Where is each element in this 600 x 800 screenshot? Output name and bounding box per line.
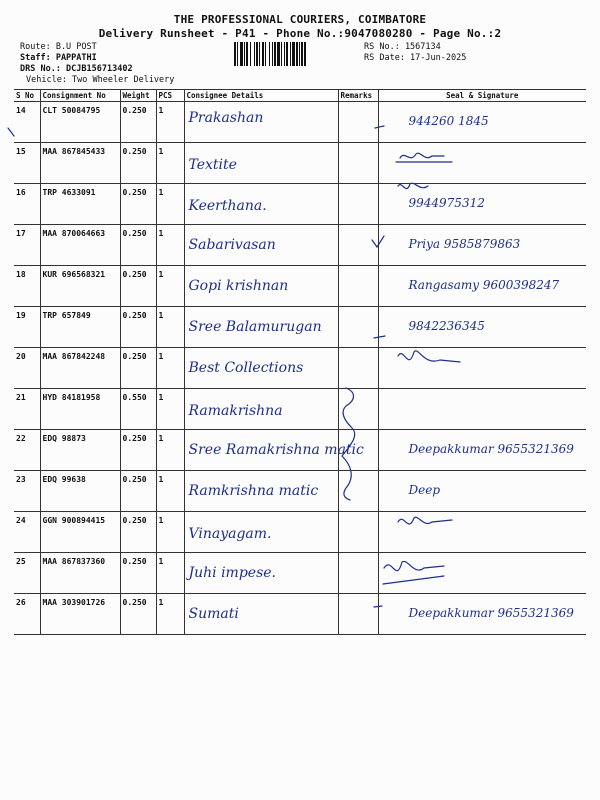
row-pcs-cell: 1 xyxy=(156,594,184,635)
row-weight-cell: 0.250 xyxy=(120,102,156,143)
row-sno-cell: 16 xyxy=(14,184,40,225)
row-sno-cell: 17 xyxy=(14,225,40,266)
rs-number: RS No.: 1567134 xyxy=(364,42,441,52)
consignee-handwriting: Sumati xyxy=(188,606,239,622)
row-sno-cell: 14 xyxy=(14,102,40,143)
col-seal: Seal & Signature xyxy=(378,90,586,102)
consignee-handwriting: Gopi krishnan xyxy=(188,278,289,294)
signature-handwriting: Deepakkumar 9655321369 xyxy=(408,606,574,620)
signature-handwriting: 9944975312 xyxy=(408,196,485,210)
consignee-handwriting: Vinayagam. xyxy=(188,526,272,542)
consignee-handwriting: Juhi impese. xyxy=(188,565,276,581)
row-pcs-cell: 1 xyxy=(156,471,184,512)
row-pcs-cell: 1 xyxy=(156,184,184,225)
consignment-number-cell: MAA 867842248 xyxy=(40,348,120,389)
consignee-handwriting: Textite xyxy=(188,157,237,173)
row-sno-cell: 20 xyxy=(14,348,40,389)
row-weight-cell: 0.250 xyxy=(120,225,156,266)
consignment-number-cell: MAA 303901726 xyxy=(40,594,120,635)
row-weight-cell: 0.250 xyxy=(120,266,156,307)
row-pcs-cell: 1 xyxy=(156,307,184,348)
row-weight-cell: 0.550 xyxy=(120,389,156,430)
consignee-handwriting: Ramkrishna matic xyxy=(188,483,319,499)
consignment-number-cell: KUR 696568321 xyxy=(40,266,120,307)
consignment-number-cell: EDQ 98873 xyxy=(40,430,120,471)
row-sno-cell: 19 xyxy=(14,307,40,348)
consignee-handwriting: Prakashan xyxy=(188,110,264,126)
consignee-handwriting: Sabarivasan xyxy=(188,237,276,253)
signature-handwriting: Deep xyxy=(408,483,441,497)
route-label: Route: B.U POST xyxy=(20,42,97,52)
row-sno-cell: 26 xyxy=(14,594,40,635)
row-sno-cell: 24 xyxy=(14,512,40,553)
row-pcs-cell: 1 xyxy=(156,512,184,553)
staff-label: Staff: PAPPATHI xyxy=(20,53,97,63)
col-remarks: Remarks xyxy=(338,90,378,102)
consignment-number-cell: TRP 657849 xyxy=(40,307,120,348)
row-sno-cell: 23 xyxy=(14,471,40,512)
row-weight-cell: 0.250 xyxy=(120,553,156,594)
signature-handwriting: Deepakkumar 9655321369 xyxy=(408,442,574,456)
consignee-handwriting: Keerthana. xyxy=(188,198,267,214)
row-sno-cell: 21 xyxy=(14,389,40,430)
consignee-handwriting: Sree Ramakrishna matic xyxy=(188,442,364,458)
col-consignee: Consignee Details xyxy=(184,90,338,102)
consignment-number-cell: CLT 50084795 xyxy=(40,102,120,143)
row-pcs-cell: 1 xyxy=(156,430,184,471)
row-pcs-cell: 1 xyxy=(156,266,184,307)
signature-handwriting: 9842236345 xyxy=(408,319,485,333)
col-pcs: PCS xyxy=(156,90,184,102)
row-pcs-cell: 1 xyxy=(156,389,184,430)
consignment-number-cell: MAA 867837360 xyxy=(40,553,120,594)
row-pcs-cell: 1 xyxy=(156,225,184,266)
row-pcs-cell: 1 xyxy=(156,553,184,594)
vehicle-label: Vehicle: Two Wheeler Delivery xyxy=(26,75,175,85)
drs-label: DRS No.: DCJB156713402 xyxy=(20,64,133,74)
consignee-handwriting: Ramakrishna xyxy=(188,403,283,419)
signature-handwriting: 944260 1845 xyxy=(408,114,489,128)
row-sno-cell: 18 xyxy=(14,266,40,307)
consignee-handwriting: Best Collections xyxy=(188,360,304,376)
row-weight-cell: 0.250 xyxy=(120,512,156,553)
consignment-number-cell: EDQ 99638 xyxy=(40,471,120,512)
row-sno-cell: 25 xyxy=(14,553,40,594)
company-title: THE PROFESSIONAL COURIERS, COIMBATORE xyxy=(173,13,427,26)
runsheet-subtitle: Delivery Runsheet - P41 - Phone No.:9047080280 - Page No.:2 xyxy=(98,27,502,40)
row-pcs-cell: 1 xyxy=(156,102,184,143)
consignment-number-cell: TRP 4633091 xyxy=(40,184,120,225)
signature-handwriting: Priya 9585879863 xyxy=(408,237,521,251)
row-weight-cell: 0.250 xyxy=(120,184,156,225)
consignment-number-cell: GGN 900894415 xyxy=(40,512,120,553)
row-sno-cell: 22 xyxy=(14,430,40,471)
col-sno: S No xyxy=(14,90,40,102)
row-weight-cell: 0.250 xyxy=(120,348,156,389)
rs-date: RS Date: 17-Jun-2025 xyxy=(364,53,467,63)
row-weight-cell: 0.250 xyxy=(120,430,156,471)
consignment-number-cell: MAA 867845433 xyxy=(40,143,120,184)
signature-handwriting: Rangasamy 9600398247 xyxy=(408,278,560,292)
col-weight: Weight xyxy=(120,90,156,102)
consignee-handwriting: Sree Balamurugan xyxy=(188,319,322,335)
row-weight-cell: 0.250 xyxy=(120,471,156,512)
row-weight-cell: 0.250 xyxy=(120,143,156,184)
row-sno-cell: 15 xyxy=(14,143,40,184)
row-weight-cell: 0.250 xyxy=(120,307,156,348)
row-pcs-cell: 1 xyxy=(156,348,184,389)
consignment-number-cell: MAA 870064663 xyxy=(40,225,120,266)
row-pcs-cell: 1 xyxy=(156,143,184,184)
row-weight-cell: 0.250 xyxy=(120,594,156,635)
col-consignment: Consignment No xyxy=(40,90,120,102)
consignment-number-cell: HYD 84181958 xyxy=(40,389,120,430)
